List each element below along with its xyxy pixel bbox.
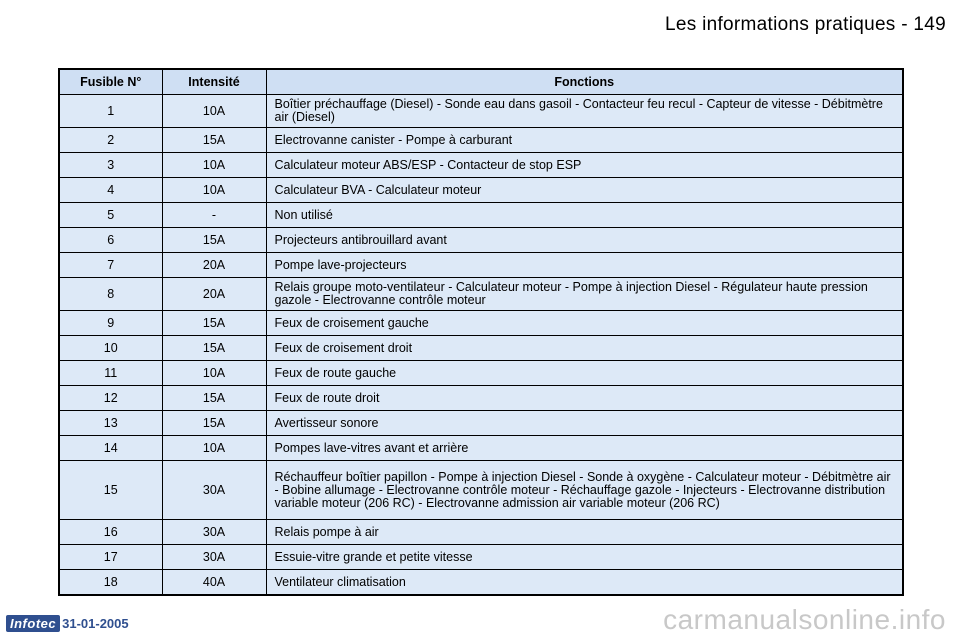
table-row — [59, 228, 903, 253]
intensity-cell: 30A — [162, 461, 266, 520]
fuse-number-cell: 10 — [59, 336, 162, 361]
intensity-cell: 20A — [162, 253, 266, 278]
intensity-cell: 15A — [162, 311, 266, 336]
function-cell: Calculateur moteur ABS/ESP - Contacteur de stop ESP — [266, 153, 903, 178]
function-cell: Ventilateur climatisation — [266, 570, 903, 596]
table-row — [59, 203, 903, 228]
function-cell: Pompes lave-vitres avant et arrière — [266, 436, 903, 461]
fuse-number-cell: 7 — [59, 253, 162, 278]
function-cell: Réchauffeur boîtier papillon - Pompe à injection Diesel - Sonde à oxygène - Calculateur moteur - Débitmètre air - Bobine allumage - Electrovanne contrôle moteur - Réchauffage gazole - Injecteurs - Electrovanne distribution variable moteur (206 RC) - Electrovanne admission air variable moteur (206 RC) — [266, 461, 903, 520]
fuse-number-cell: 15 — [59, 461, 162, 520]
table-header-row — [59, 69, 903, 95]
function-cell: Boîtier préchauffage (Diesel) - Sonde eau dans gasoil - Contacteur feu recul - Capteur de vitesse - Débitmètre air (Diesel) — [266, 95, 903, 128]
function-cell: Essuie-vitre grande et petite vitesse — [266, 545, 903, 570]
fuse-number-cell: 1 — [59, 95, 162, 128]
function-cell: Electrovanne canister - Pompe à carburant — [266, 128, 903, 153]
function-cell: Pompe lave-projecteurs — [266, 253, 903, 278]
fuse-number-cell: 5 — [59, 203, 162, 228]
fuse-table — [58, 68, 904, 596]
fuse-table-body — [59, 95, 903, 596]
function-cell: Feux de croisement gauche — [266, 311, 903, 336]
table-row — [59, 411, 903, 436]
table-row — [59, 253, 903, 278]
table-row — [59, 278, 903, 311]
intensity-cell: - — [162, 203, 266, 228]
intensity-cell: 15A — [162, 386, 266, 411]
intensity-cell: 40A — [162, 570, 266, 596]
fuse-number-cell: 16 — [59, 520, 162, 545]
table-row — [59, 336, 903, 361]
fuse-number-cell: 8 — [59, 278, 162, 311]
table-row — [59, 311, 903, 336]
intensity-cell: 15A — [162, 228, 266, 253]
intensity-cell: 20A — [162, 278, 266, 311]
footer — [6, 615, 129, 632]
function-cell: Feux de croisement droit — [266, 336, 903, 361]
intensity-cell: 10A — [162, 178, 266, 203]
fuse-number-cell: 9 — [59, 311, 162, 336]
function-cell: Relais groupe moto-ventilateur - Calculateur moteur - Pompe à injection Diesel - Régulateur haute pression gazole - Electrovanne contrôle moteur — [266, 278, 903, 311]
table-row — [59, 461, 903, 520]
function-cell: Calculateur BVA - Calculateur moteur — [266, 178, 903, 203]
fuse-number-cell: 13 — [59, 411, 162, 436]
function-cell: Feux de route droit — [266, 386, 903, 411]
table-row — [59, 436, 903, 461]
intensity-cell: 10A — [162, 361, 266, 386]
col-header-intensity: Intensité — [162, 69, 266, 95]
col-header-fuse: Fusible N° — [59, 69, 162, 95]
watermark: carmanualsonline.info — [663, 604, 946, 635]
table-row — [59, 386, 903, 411]
fuse-number-cell: 12 — [59, 386, 162, 411]
function-cell: Non utilisé — [266, 203, 903, 228]
infotec-logo: Infotec — [6, 615, 60, 632]
fuse-number-cell: 18 — [59, 570, 162, 596]
table-row — [59, 520, 903, 545]
intensity-cell: 15A — [162, 336, 266, 361]
table-row — [59, 570, 903, 596]
fuse-number-cell: 4 — [59, 178, 162, 203]
intensity-cell: 15A — [162, 128, 266, 153]
intensity-cell: 15A — [162, 411, 266, 436]
intensity-cell: 10A — [162, 95, 266, 128]
table-row — [59, 153, 903, 178]
table-row — [59, 95, 903, 128]
fuse-number-cell: 6 — [59, 228, 162, 253]
function-cell: Projecteurs antibrouillard avant — [266, 228, 903, 253]
col-header-functions: Fonctions — [266, 69, 903, 95]
footer-date: 31-01-2005 — [62, 616, 129, 631]
function-cell: Avertisseur sonore — [266, 411, 903, 436]
function-cell: Relais pompe à air — [266, 520, 903, 545]
function-cell: Feux de route gauche — [266, 361, 903, 386]
table-row — [59, 545, 903, 570]
table-row — [59, 178, 903, 203]
intensity-cell: 10A — [162, 436, 266, 461]
fuse-number-cell: 3 — [59, 153, 162, 178]
intensity-cell: 30A — [162, 545, 266, 570]
table-row — [59, 361, 903, 386]
intensity-cell: 30A — [162, 520, 266, 545]
page-title: Les informations pratiques - 149 — [664, 14, 946, 35]
table-row — [59, 128, 903, 153]
fuse-number-cell: 17 — [59, 545, 162, 570]
fuse-number-cell: 2 — [59, 128, 162, 153]
intensity-cell: 10A — [162, 153, 266, 178]
fuse-number-cell: 11 — [59, 361, 162, 386]
fuse-number-cell: 14 — [59, 436, 162, 461]
